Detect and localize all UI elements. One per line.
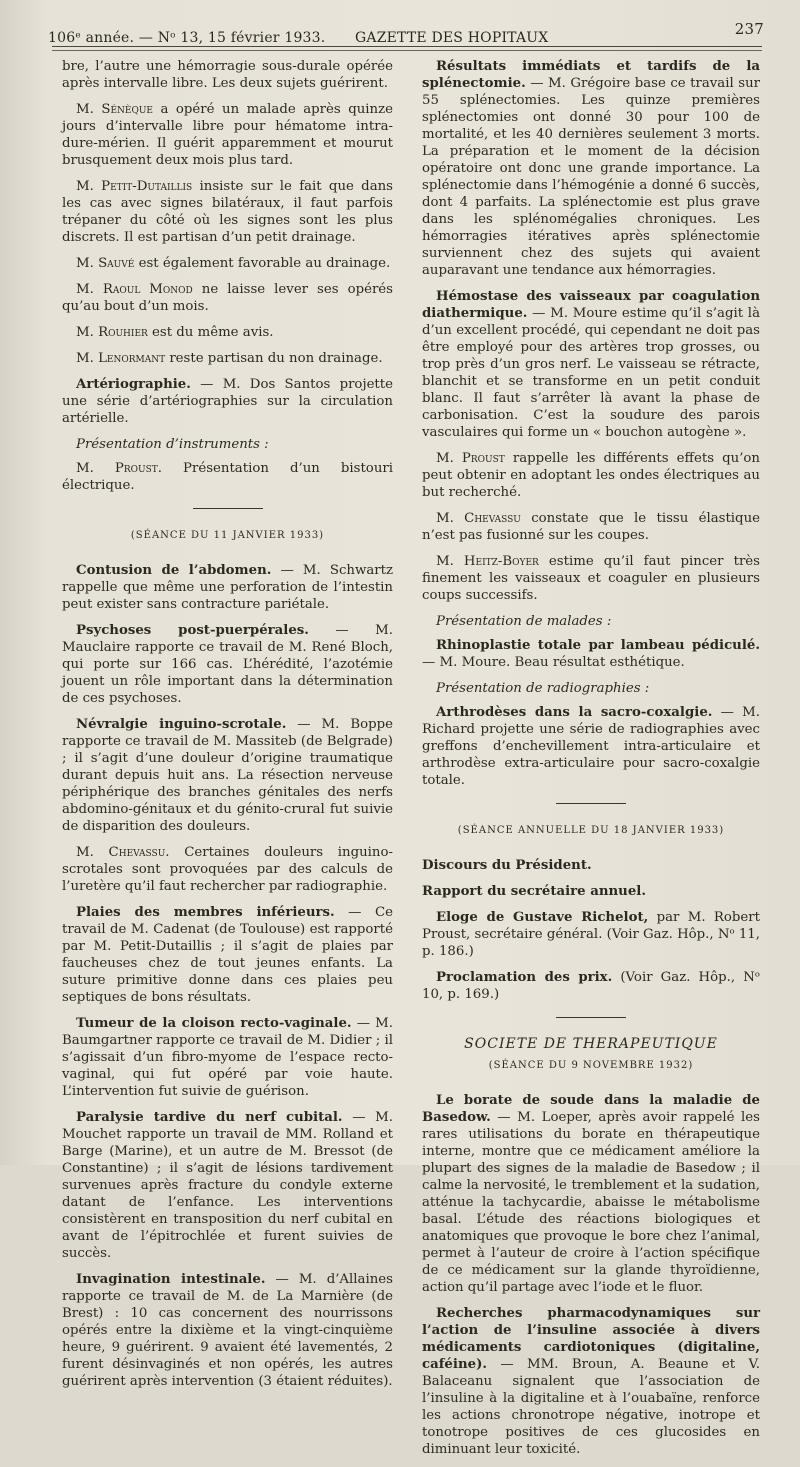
paragraph-text: — M. Moure. Beau résultat esthétique. bbox=[422, 655, 685, 670]
section-title: Rapport du secrétaire annuel. bbox=[422, 884, 646, 899]
section-title: Arthrodèses dans la sacro-coxalgie. bbox=[436, 705, 713, 720]
paragraph bbox=[422, 1092, 760, 1296]
paragraph bbox=[422, 909, 760, 960]
paragraph bbox=[422, 1305, 760, 1458]
paragraph-text: est du même avis. bbox=[147, 325, 274, 340]
subheading: Présentation de malades : bbox=[436, 614, 612, 629]
paragraph bbox=[422, 704, 760, 789]
paragraph-text: — M. Grégoire base ce travail sur 55 splénectomies. Les quinze premières splénectomies ont donné 30 pour 100 de mortalité, et les 40 dernières seulement 3 morts. La préparation et le moment de la décision opératoire ont donc une grande importance. La splénectomie dans l’hémogénie a donné 6 succès, dont 4 parfaits. La splénectomie est plus grave dans les splénomégalies chroniques. Les hémorragies itératives après splénectomie surviennent chez des sujets qui avaient auparavant une tendance aux hémorragies. bbox=[422, 76, 760, 278]
header-rule bbox=[52, 46, 762, 47]
paragraph-text: (Voir Gaz. Hôp., Nᵒ 10, p. 169.) bbox=[422, 970, 760, 1002]
section-title: Plaies des membres inférieurs. bbox=[76, 905, 335, 920]
speaker-name: M. Chevassu. bbox=[76, 845, 170, 860]
speaker-name: M. Sénèque bbox=[76, 102, 153, 117]
paragraph bbox=[62, 622, 393, 707]
right-column bbox=[422, 58, 760, 1467]
section-title: Hémostase des vaisseaux par coagulation diathermique. bbox=[422, 289, 760, 321]
section-divider bbox=[556, 803, 626, 804]
section-title: Névralgie inguino-scrotale. bbox=[76, 717, 287, 732]
section-title: Eloge de Gustave Richelot, bbox=[436, 910, 649, 925]
paragraph bbox=[62, 1271, 393, 1390]
paragraph-text: — M. Mauclaire rapporte ce travail de M. René Bloch, qui porte sur 166 cas. L’hérédité, l’azotémie jouent un rôle important dans la détermination de ces psychoses. bbox=[62, 623, 393, 706]
paragraph bbox=[422, 637, 760, 671]
paragraph bbox=[62, 255, 393, 272]
paragraph-text: estime qu’il faut pincer très finement les vaisseaux et coaguler en plusieurs coups successifs. bbox=[422, 554, 760, 603]
speaker-name: M. Raoul Monod bbox=[76, 282, 193, 297]
speaker-name: M. Proust bbox=[436, 451, 505, 466]
section-title: Le borate de soude dans la maladie de Basedow. bbox=[422, 1093, 760, 1125]
paragraph-text: — M. Baumgartner rapporte ce travail de M. Didier ; il s’agissait d’un fibro-myome de l’espace recto-vaginal, qui fut opéré par voie haute. L’intervention fut suivie de guérison. bbox=[62, 1016, 393, 1099]
section-divider bbox=[556, 1017, 626, 1018]
paragraph-text: — Ce travail de M. Cadenat (de Toulouse) est rapporté par M. Petit-Dutaillis ; il s’agit de plaies par faucheuses chez de tout jeunes enfants. La suture primitive donne dans ces plaies peu septiques de bons résultats. bbox=[62, 905, 393, 1005]
speaker-name: M. Petit-Dutaillis bbox=[76, 179, 193, 194]
paragraph bbox=[422, 58, 760, 279]
paragraph bbox=[62, 904, 393, 1006]
paragraph bbox=[62, 376, 393, 427]
speaker-name: M. Proust. bbox=[76, 461, 162, 476]
paragraph-text: ne laisse lever ses opérés qu’au bout d’un mois. bbox=[62, 282, 394, 314]
paragraph-text: Certaines douleurs inguino-scrotales sont provoquées par des calculs de l’uretère qu’il faut rechercher par radiographie. bbox=[62, 845, 393, 894]
section-title: Invagination intestinale. bbox=[76, 1272, 266, 1287]
society-title: SOCIETE DE THERAPEUTIQUE bbox=[464, 1036, 718, 1052]
paragraph-text: est également favorable au drainage. bbox=[134, 256, 391, 271]
paragraph bbox=[422, 450, 760, 501]
paragraph bbox=[422, 883, 760, 900]
paragraph-text: constate que le tissu élastique n’est pas fusionné sur les coupes. bbox=[422, 511, 760, 543]
header-rule-thin bbox=[52, 50, 762, 51]
left-column bbox=[62, 58, 393, 1399]
session-heading: (SÉANCE ANNUELLE DU 18 JANVIER 1933) bbox=[457, 825, 725, 836]
paragraph-text: — M. Loeper, après avoir rappelé les rares utilisations du borate en thérapeutique interne, montre que ce médicament améliore la plupart des signes de la maladie de Basedow ; il calme la nervosité, le tremblement et la sudation, atténue la tachycardie, abaisse le métabolisme basal. L’étude des réactions biologiques et anatomiques que provoque le bore chez l’animal, permet à l’auteur de croire à l’action spécifique de ce médicament sur la glande thyroïdienne, action qu’il partage avec l’iode et le fluor. bbox=[422, 1110, 760, 1295]
paragraph bbox=[62, 350, 393, 367]
section-title: Psychoses post-puerpérales. bbox=[76, 623, 309, 638]
section-title: Recherches pharmacodynamiques sur l’action de l’insuline associée à divers médicaments cardiotoniques (digitaline, caféine). bbox=[422, 1306, 760, 1372]
paragraph-text: par M. Robert Proust, secrétaire général. (Voir Gaz. Hôp., Nᵒ 11, p. 186.) bbox=[422, 910, 760, 959]
paragraph bbox=[422, 857, 760, 874]
session-heading: (SÉANCE DU 11 JANVIER 1933) bbox=[130, 530, 325, 541]
paragraph-text: — M. Mouchet rapporte un travail de MM. Rolland et Barge (Marine), et un autre de M. Bressot (de Constantine) ; il s’agit de lésions tardivement survenues après fracture du condyle externe datant de l’enfance. Les interventions consistèrent en transposition du nerf cubital en avant de l’épitrochlée et furent suivies de succès. bbox=[62, 1110, 393, 1261]
paragraph bbox=[62, 716, 393, 835]
section-title: Discours du Président. bbox=[422, 858, 592, 873]
paragraph bbox=[62, 178, 393, 246]
speaker-name: M. Sauvé bbox=[76, 256, 135, 271]
speaker-name: M. Rouhier bbox=[76, 325, 148, 340]
page-number: 237 bbox=[734, 20, 764, 38]
paragraph bbox=[422, 288, 760, 441]
paragraph: bre, l’autre une hémorragie sous-durale opérée après intervalle libre. Les deux sujets guérirent. bbox=[62, 59, 393, 91]
speaker-name: M. Lenormant bbox=[76, 351, 166, 366]
speaker-name: M. Chevassu bbox=[436, 511, 521, 526]
section-title: Proclamation des prix. bbox=[436, 970, 613, 985]
paragraph bbox=[62, 562, 393, 613]
paragraph-text: Présentation d’un bistouri électrique. bbox=[62, 461, 393, 493]
speaker-name: M. Heitz-Boyer bbox=[436, 554, 539, 569]
paragraph-text: insiste sur le fait que dans les cas avec signes bilatéraux, il faut parfois trépaner du côté où les signes sont les plus discrets. Il est partisan d’un petit drainage. bbox=[62, 179, 394, 245]
paragraph bbox=[422, 510, 760, 544]
paragraph-text: reste partisan du non drainage. bbox=[165, 351, 383, 366]
section-divider bbox=[193, 508, 263, 509]
paragraph bbox=[62, 101, 393, 169]
paragraph bbox=[62, 281, 393, 315]
paragraph-text: — M. Boppe rapporte ce travail de M. Massiteb (de Belgrade) ; il s’agit d’une douleur d’origine traumatique durant depuis huit ans. La résection nerveuse périphérique des branches génitales des nerfs abdomino-génitaux et du génito-crural fut suivie de disparition des douleurs. bbox=[62, 717, 393, 834]
subheading: Présentation de radiographies : bbox=[436, 681, 650, 696]
section-title: Tumeur de la cloison recto-vaginale. bbox=[76, 1016, 352, 1031]
section-title: Artériographie. bbox=[76, 377, 191, 392]
subheading: Présentation d’instruments : bbox=[76, 437, 269, 452]
paragraph bbox=[422, 969, 760, 1003]
paragraph bbox=[62, 844, 393, 895]
paragraph-text: — M. Dos Santos projette une série d’artériographies sur la circulation artérielle. bbox=[62, 377, 393, 426]
paragraph bbox=[422, 553, 760, 604]
paragraph bbox=[62, 1015, 393, 1100]
section-title: Contusion de l’abdomen. bbox=[76, 563, 272, 578]
paragraph bbox=[62, 1109, 393, 1262]
paragraph-text: — M. d’Allaines rapporte ce travail de M. de La Marnière (de Brest) : 10 cas concernent des nourrissons opérés entre la dixième et la vingt-cinquième heure, 9 guérirent. 9 avaient été lavementés, 2 furent désinvaginés et non opérés, les autres guérirent après intervention (3 étaient réduites). bbox=[62, 1272, 393, 1389]
running-header bbox=[30, 18, 770, 46]
paragraph bbox=[62, 324, 393, 341]
paragraph-text: — M. Moure estime qu’il s’agit là d’un excellent procédé, qui cependant ne doit pas être employé pour des artères trop grosses, ou trop près d’un gros nerf. Le vaisseau se rétracte, blanchit et se transforme en un petit conduit blanc. Il faut s’arrêter là avant la phase de carbonisation. C’est la soudure des parois vasculaires qui forme un « bouchon autogène ». bbox=[422, 306, 760, 440]
session-heading: (SÉANCE DU 9 NOVEMBRE 1932) bbox=[488, 1060, 694, 1071]
issue-info: 106ᵉ année. — Nᵒ 13, 15 février 1933. bbox=[48, 30, 326, 46]
paragraph-text: — M. Schwartz rappelle que même une perforation de l’intestin peut exister sans contracture pariétale. bbox=[62, 563, 394, 612]
journal-title: GAZETTE DES HOPITAUX bbox=[355, 30, 549, 46]
section-title: Rhinoplastie totale par lambeau pédiculé. bbox=[436, 638, 760, 653]
section-title: Résultats immédiats et tardifs de la splénectomie. bbox=[422, 59, 760, 91]
section-title: Paralysie tardive du nerf cubital. bbox=[76, 1110, 343, 1125]
paragraph-text: — MM. Broun, A. Beaune et V. Balaceanu signalent que l’association de l’insuline à la digitaline et à l’ouabaïne, renforce les actions chronotrope négative, inotrope et tonotrope positives de ces glucosides en diminuant leur toxicité. bbox=[422, 1357, 760, 1457]
paragraph-text: a opéré un malade après quinze jours d’intervalle libre pour hématome intra-dure-mérien. Il guérit apparemment et mourut brusquement deux mois plus tard. bbox=[62, 102, 393, 168]
paragraph bbox=[62, 460, 393, 494]
paragraph-text: rappelle les différents effets qu’on peut obtenir en adoptant les ondes électriques au but recherché. bbox=[422, 451, 760, 500]
paragraph-text: — M. Richard projette une série de radiographies avec greffons d’enchevillement intra-articulaire et arthrodèse extra-articulaire pour sacro-coxalgie totale. bbox=[422, 705, 760, 788]
